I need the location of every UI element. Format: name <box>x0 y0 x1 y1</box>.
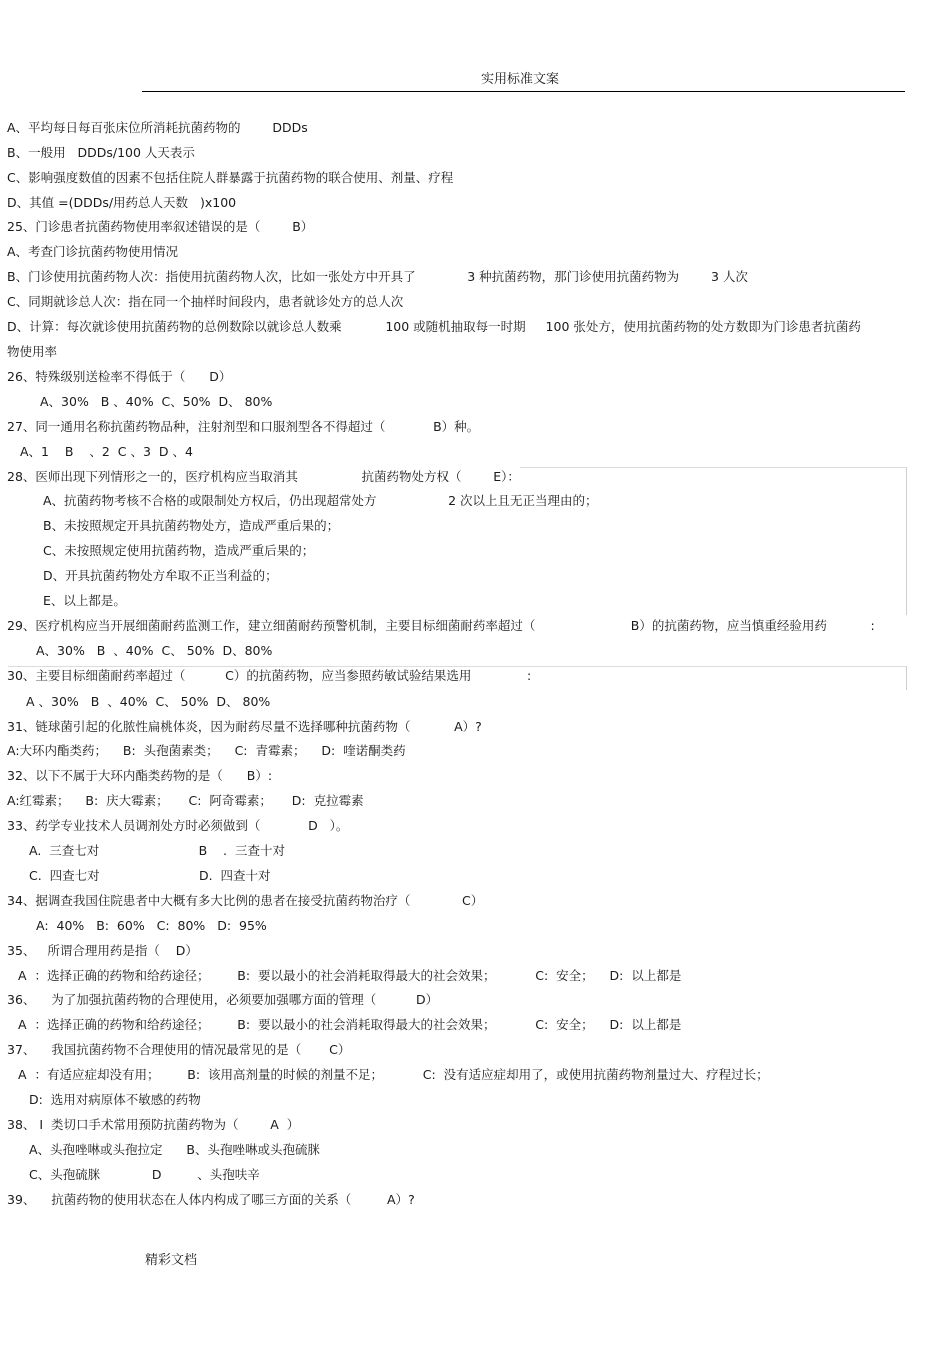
text-line: 32、以下不属于大环内酯类药物的是（ B）: <box>7 768 273 783</box>
text-line: 37、 我国抗菌药物不合理使用的情况最常见的是（ C） <box>7 1042 351 1057</box>
text-line: A ：有适应症却没有用； B: 该用高剂量的时候的剂量不足； C: 没有适应症却用了，或使用抗菌药物剂量过大、疗程过长； <box>18 1067 769 1082</box>
page-footer: 精彩文档 <box>145 1253 198 1268</box>
text-line: A ：选择正确的药物和给药途径； B: 要以最小的社会消耗取得最大的社会效果； C: 安全； D: 以上都是 <box>18 968 682 983</box>
box-q30-top <box>8 666 907 667</box>
text-line: 27、同一通用名称抗菌药物品种，注射剂型和口服剂型各不得超过（ B）种。 <box>7 419 480 434</box>
text-line: 30、主要目标细菌耐药率超过（ C）的抗菌药物，应当参照药敏试验结果选用 : <box>7 668 532 683</box>
box-q28-top <box>520 467 907 468</box>
text-line: D: 选用对病原体不敏感的药物 <box>29 1092 201 1107</box>
text-line: 29、医疗机构应当开展细菌耐药监测工作，建立细菌耐药预警机制，主要目标细菌耐药率超过（ B）的抗菌药物，应当慎重经验用药 : <box>7 618 875 633</box>
text-line: A、考查门诊抗菌药物使用情况 <box>7 244 179 259</box>
text-line: 31、链球菌引起的化脓性扁桃体炎，因为耐药尽量不选择哪种抗菌药物（ A）? <box>7 719 482 734</box>
text-line: A:大环内酯类药； B: 头孢菌素类； C: 青霉素； D: 喹诺酮类药 <box>7 743 406 758</box>
text-line: C、未按照规定使用抗菌药物，造成严重后果的； <box>43 543 315 558</box>
text-line: A. 三查七对 B . 三查十对 <box>29 843 285 858</box>
text-line: A、30% B 、40% C、50% D、 80% <box>40 394 273 409</box>
text-line: A、1 B 、2 C 、3 D 、4 <box>20 444 193 459</box>
text-line: 25、门诊患者抗菌药物使用率叙述错误的是（ B） <box>7 219 314 234</box>
text-line: E、以上都是。 <box>43 593 126 608</box>
text-line: A:红霉素； B: 庆大霉素； C: 阿奇霉素； D: 克拉霉素 <box>7 793 364 808</box>
text-line: D、其值 =(DDDs/用药总人天数 )x100 <box>7 195 237 210</box>
text-line: C、头孢硫脒 D 、头孢呋辛 <box>29 1167 260 1182</box>
text-line: A、平均每日每百张床位所消耗抗菌药物的 DDDs <box>7 120 308 135</box>
text-line: 26、特殊级别送检率不得低于（ D） <box>7 369 232 384</box>
text-line: A ：选择正确的药物和给药途径； B: 要以最小的社会消耗取得最大的社会效果； C: 安全； D: 以上都是 <box>18 1017 682 1032</box>
text-line: B、一般用 DDDs/100 人天表示 <box>7 145 195 160</box>
text-line: 28、医师出现下列情形之一的，医疗机构应当取消其 抗菌药物处方权（ E）： <box>7 469 520 484</box>
text-line: B、门诊使用抗菌药物人次：指使用抗菌药物人次，比如一张处方中开具了 3 种抗菌药物，那门诊使用抗菌药物为 3 人次 <box>7 269 748 284</box>
text-line: 39、 抗菌药物的使用状态在人体内构成了哪三方面的关系（ A）? <box>7 1192 415 1207</box>
text-line: A、30% B 、40% C、 50% D、80% <box>36 643 273 658</box>
text-line: A、头孢唑啉或头孢拉定 B、头孢唑啉或头孢硫脒 <box>29 1142 320 1157</box>
text-line: C、同期就诊总人次：指在同一个抽样时间段内，患者就诊处方的总人次 <box>7 294 404 309</box>
text-line: A、抗菌药物考核不合格的或限制处方权后，仍出现超常处方 2 次以上且无正当理由的； <box>43 493 598 508</box>
box-q30-right <box>906 666 907 690</box>
text-line: B、未按照规定开具抗菌药物处方，造成严重后果的； <box>43 518 340 533</box>
text-line: 36、 为了加强抗菌药物的合理使用，必须要加强哪方面的管理（ D） <box>7 992 439 1007</box>
header-rule <box>142 91 905 92</box>
box-q28-right <box>906 467 907 615</box>
text-line: A 、30% B 、40% C、 50% D、 80% <box>26 694 271 709</box>
text-line: 38、 I 类切口手术常用预防抗菌药物为（ A ） <box>7 1117 300 1132</box>
text-line: 33、药学专业技术人员调剂处方时必须做到（ D ）。 <box>7 818 349 833</box>
text-line: C、影响强度数值的因素不包括住院人群暴露于抗菌药物的联合使用、剂量、疗程 <box>7 170 454 185</box>
text-line: C. 四查七对 D. 四查十对 <box>29 868 271 883</box>
text-line: D、计算：每次就诊使用抗菌药物的总例数除以就诊总人数乘 100 或随机抽取每一时期 100 张处方，使用抗菌药物的处方数即为门诊患者抗菌药 <box>7 319 861 334</box>
text-line: A: 40% B: 60% C: 80% D: 95% <box>36 918 267 933</box>
text-line: D、开具抗菌药物处方牟取不正当利益的； <box>43 568 278 583</box>
text-line: 34、据调查我国住院患者中大概有多大比例的患者在接受抗菌药物治疗（ C） <box>7 893 484 908</box>
text-line: 物使用率 <box>7 344 58 359</box>
page-header-title: 实用标准文案 <box>480 72 559 87</box>
text-line: 35、 所谓合理用药是指（ D） <box>7 943 198 958</box>
